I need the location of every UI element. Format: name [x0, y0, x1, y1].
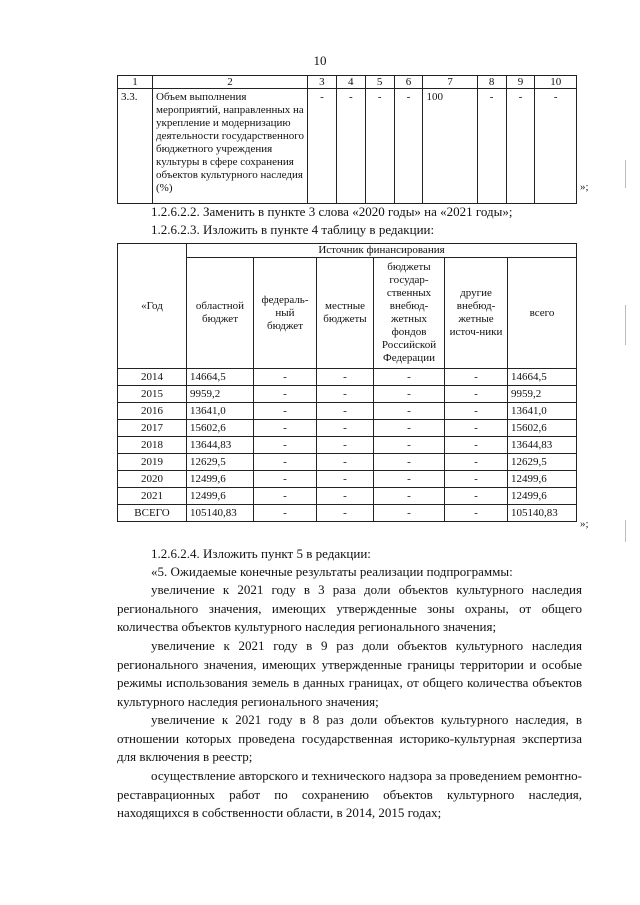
- row-value: -: [477, 89, 506, 204]
- cell-local: -: [317, 488, 374, 505]
- cell-federal: -: [254, 505, 317, 522]
- cell-total: 105140,83: [508, 505, 577, 522]
- cell-federal: -: [254, 488, 317, 505]
- cell-total: 13644,83: [508, 437, 577, 454]
- sub-header: другие внебюд-жетные источ-ники: [445, 258, 508, 369]
- cell-other: -: [445, 471, 508, 488]
- table-header-row: [118, 76, 577, 89]
- col-header: 1: [118, 76, 153, 89]
- cell-federal: -: [254, 437, 317, 454]
- cell-total: 9959,2: [508, 386, 577, 403]
- table-row: [118, 488, 577, 505]
- result-paragraph: увеличение к 2021 году в 8 раз доли объектов культурного наследия, в отношении которых проведена государственная историко-культурная экспертиза для включения в реестр;: [117, 712, 582, 764]
- cell-federal: -: [254, 420, 317, 437]
- cell-year: 2016: [118, 403, 187, 420]
- table-row: [118, 454, 577, 471]
- sub-header: областной бюджет: [187, 258, 254, 369]
- cell-federal: -: [254, 386, 317, 403]
- year-header: «Год: [118, 244, 187, 369]
- amend-line-3: 1.2.6.2.4. Изложить пункт 5 в редакции:: [151, 546, 371, 561]
- cell-regional: 13641,0: [187, 403, 254, 420]
- cell-funds: -: [374, 454, 445, 471]
- table-row: [118, 369, 577, 386]
- cell-regional: 105140,83: [187, 505, 254, 522]
- cell-local: -: [317, 505, 374, 522]
- scan-edge-mark: [625, 160, 626, 188]
- cell-local: -: [317, 420, 374, 437]
- cell-federal: -: [254, 369, 317, 386]
- row-value: -: [365, 89, 394, 204]
- cell-funds: -: [374, 403, 445, 420]
- cell-total: 14664,5: [508, 369, 577, 386]
- result-paragraph: осуществление авторского и технического надзора за проведением ремонтно-реставрационных работ по сохранению объектов культурного наследия, находящихся в собственности области, в 2014, 2015 годах;: [117, 768, 582, 820]
- indicator-table: [117, 75, 577, 204]
- cell-federal: -: [254, 454, 317, 471]
- cell-total: 15602,6: [508, 420, 577, 437]
- cell-regional: 14664,5: [187, 369, 254, 386]
- table-row: [118, 89, 577, 204]
- scan-edge-mark: [625, 305, 626, 345]
- table-row: [118, 471, 577, 488]
- cell-year: 2017: [118, 420, 187, 437]
- row-value: 100: [423, 89, 477, 204]
- col-header: 7: [423, 76, 477, 89]
- table-row: [118, 420, 577, 437]
- col-header: 5: [365, 76, 394, 89]
- sub-header-row: [118, 258, 577, 369]
- cell-other: -: [445, 505, 508, 522]
- col-header: 4: [336, 76, 365, 89]
- cell-year: 2019: [118, 454, 187, 471]
- cell-other: -: [445, 437, 508, 454]
- page-number: 10: [313, 53, 327, 68]
- amend-line-2: 1.2.6.2.3. Изложить в пункте 4 таблицу в редакции:: [151, 222, 435, 237]
- cell-funds: -: [374, 505, 445, 522]
- table-row: [118, 403, 577, 420]
- table-end-mark: »;: [580, 181, 589, 193]
- row-number: 3.3.: [118, 89, 153, 204]
- cell-funds: -: [374, 386, 445, 403]
- row-value: -: [308, 89, 337, 204]
- row-value: -: [336, 89, 365, 204]
- cell-total: 13641,0: [508, 403, 577, 420]
- col-header: 6: [394, 76, 423, 89]
- result-paragraph: увеличение к 2021 году в 3 раза доли объектов культурного наследия регионального значения, имеющих утвержденные зоны охраны, от общего количества объектов культурного наследия регионального значения;: [117, 582, 582, 634]
- cell-regional: 12629,5: [187, 454, 254, 471]
- cell-other: -: [445, 488, 508, 505]
- sub-header: всего: [508, 258, 577, 369]
- cell-total: 12499,6: [508, 488, 577, 505]
- cell-regional: 9959,2: [187, 386, 254, 403]
- source-header: Источник финансирования: [187, 244, 577, 258]
- cell-local: -: [317, 454, 374, 471]
- cell-year: 2018: [118, 437, 187, 454]
- cell-funds: -: [374, 369, 445, 386]
- cell-regional: 12499,6: [187, 471, 254, 488]
- cell-regional: 13644,83: [187, 437, 254, 454]
- table-row: [118, 437, 577, 454]
- cell-other: -: [445, 369, 508, 386]
- cell-total: 12629,5: [508, 454, 577, 471]
- cell-other: -: [445, 386, 508, 403]
- result-paragraph: увеличение к 2021 году в 9 раз доли объектов культурного наследия регионального значения, имеющих утвержденные границы территории и особые режимы использования земель в данных границах, от общего количества объектов культурного наследия регионального значения;: [117, 638, 582, 709]
- cell-regional: 12499,6: [187, 488, 254, 505]
- cell-year: 2020: [118, 471, 187, 488]
- result-heading: «5. Ожидаемые конечные результаты реализации подпрограммы:: [151, 564, 513, 579]
- cell-federal: -: [254, 403, 317, 420]
- col-header: 8: [477, 76, 506, 89]
- cell-local: -: [317, 403, 374, 420]
- sub-header: бюджеты государ-ственных внебюд-жетных фондов Российской Федерации: [374, 258, 445, 369]
- col-header: 9: [506, 76, 535, 89]
- row-value: -: [506, 89, 535, 204]
- cell-local: -: [317, 386, 374, 403]
- scan-edge-mark: [625, 520, 626, 542]
- row-value: -: [535, 89, 577, 204]
- cell-federal: -: [254, 471, 317, 488]
- table-row: [118, 386, 577, 403]
- col-header: 2: [153, 76, 308, 89]
- cell-regional: 15602,6: [187, 420, 254, 437]
- cell-total: 12499,6: [508, 471, 577, 488]
- row-value: -: [394, 89, 423, 204]
- cell-year: 2021: [118, 488, 187, 505]
- col-header: 10: [535, 76, 577, 89]
- cell-funds: -: [374, 471, 445, 488]
- funding-table: [117, 243, 577, 522]
- table-end-mark: »;: [580, 518, 589, 530]
- cell-other: -: [445, 403, 508, 420]
- cell-other: -: [445, 420, 508, 437]
- amend-line-1: 1.2.6.2.2. Заменить в пункте 3 слова «2020 годы» на «2021 годы»;: [151, 204, 513, 219]
- cell-funds: -: [374, 420, 445, 437]
- table-row: [118, 505, 577, 522]
- cell-local: -: [317, 369, 374, 386]
- cell-funds: -: [374, 488, 445, 505]
- sub-header: местные бюджеты: [317, 258, 374, 369]
- row-description: Объем выполнения мероприятий, направленных на укрепление и модернизацию деятельности государственного бюджетного учреждения культуры в сфере сохранения объектов культурного наследия (%): [153, 89, 308, 204]
- cell-other: -: [445, 454, 508, 471]
- sub-header: федераль-ный бюджет: [254, 258, 317, 369]
- cell-funds: -: [374, 437, 445, 454]
- cell-year: 2014: [118, 369, 187, 386]
- cell-local: -: [317, 437, 374, 454]
- col-header: 3: [308, 76, 337, 89]
- cell-year: ВСЕГО: [118, 505, 187, 522]
- cell-local: -: [317, 471, 374, 488]
- cell-year: 2015: [118, 386, 187, 403]
